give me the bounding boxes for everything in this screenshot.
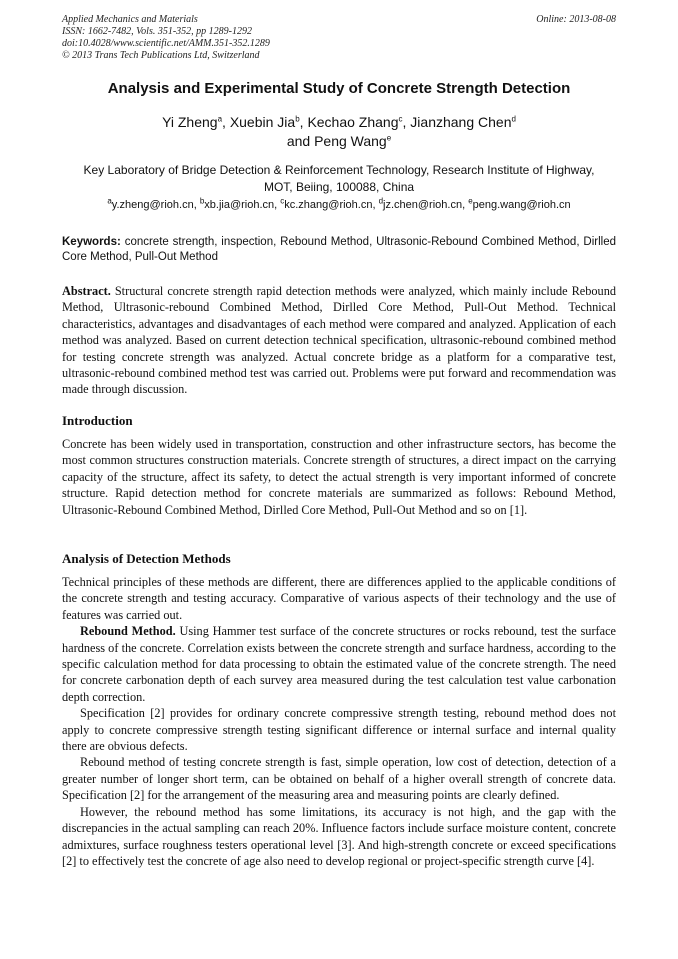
author-list: Yi Zheng$^a$, Xuebin Jia$^b$, Kechao Zhang$^c$, Jianzhang Chen$^d$ and Peng Wang$^e$ <box>162 114 516 149</box>
abstract-label: Abstract. <box>62 284 111 298</box>
email-sup: e <box>468 196 473 206</box>
email-link[interactable]: jz.chen@rioh.cn, <box>383 199 466 211</box>
author-name: Kechao Zhang <box>307 114 399 130</box>
email-sup: d <box>378 196 384 206</box>
email-sup: c <box>280 196 285 206</box>
analysis-paragraph: Rebound method of testing concrete strength is fast, simple operation, low cost of detection, detection of a greater number of longer short term, can be obtained on behalf of a higher overall strength of concrete data. Specification [2] for the arrangement of the measuring area and measuring points are clearly defined. <box>62 755 616 803</box>
email-sup: b <box>199 196 205 206</box>
email-link[interactable]: kc.zhang@rioh.cn, <box>284 199 376 211</box>
rebound-method-text: Using Hammer test surface of the concrete structures or rocks rebound, test the surface hardness of the concrete. Correlation exists between the concrete strength and surface hardness, according to the specific calculation method for data processing to obtain the estimated value of the concrete strength. The need for concrete carbonation depth of each survey area measured during the test calculation test value carbonation depth correction. <box>62 624 617 704</box>
analysis-paragraph: Technical principles of these methods are different, there are differences applied to the applicable conditions of the concrete strength and testing accuracy. Comparative of various aspects of their technology and the use of features was carried out. <box>62 575 616 622</box>
analysis-paragraph: However, the rebound method has some limitations, its accuracy is not high, and the gap with the discrepancies in the actual sampling can reach 20%. Influence factors include surface moisture content, concrete admixtures, surface roughness testers operational level [3]. And high-strength concrete or exceed specifications [2] to effectively test the concrete of age also need to develop regional or project-specific strength curve [4]. <box>62 804 616 868</box>
paper-title: Analysis and Experimental Study of Concrete Strength Detection <box>107 80 571 97</box>
author-name: Xuebin Jia <box>229 114 296 130</box>
abstract <box>62 283 616 398</box>
email-sup: a <box>107 196 112 206</box>
abstract-text: Structural concrete strength rapid detection methods were analyzed, which mainly include Rebound Method, Ultrasonic-rebound Combined Method, Dirlled Core Method, Pull-Out Method. Technical characteristics, advantages and disadvantages of each method were compared and analyzed. Application of each method was analyzed. Based on current detection technical specification, ultrasonic-rebound combined method for testing concrete strength was analyzed. Actual concrete bridge as a platform for a comparative test, ultrasonic-rebound combined method test was carried out. Problems were put forward and recommendation was made through discussion. <box>62 284 616 397</box>
keywords <box>62 235 616 265</box>
email-link[interactable]: peng.wang@rioh.cn <box>472 199 571 211</box>
author-emails <box>40 196 638 211</box>
email-link[interactable]: xb.jia@rioh.cn, <box>204 199 278 211</box>
journal-doi: doi:10.4028/www.scientific.net/AMM.351-352.1289 <box>62 38 270 49</box>
affiliation <box>60 162 618 196</box>
rebound-method-paragraph <box>62 623 616 705</box>
author-sup: c <box>398 114 403 124</box>
journal-issn: ISSN: 1662-7482, Vols. 351-352, pp 1289-1292 <box>62 26 252 37</box>
affiliation-line: MOT, Beiing, 100088, China <box>263 180 415 194</box>
author-and: and <box>286 133 311 149</box>
section-heading-analysis: Analysis of Detection Methods <box>62 551 231 566</box>
author-sup: b <box>295 114 300 124</box>
author-name: Jianzhang Chen <box>410 114 512 130</box>
keywords-text: concrete strength, inspection, Rebound Method, Ultrasonic-Rebound Combined Method, Dirlled Core Method, Pull-Out Method <box>62 236 616 263</box>
author-sup: d <box>511 114 516 124</box>
affiliation-line: Key Laboratory of Bridge Detection & Reinforcement Technology, Research Institute of Highway, <box>83 163 595 177</box>
author-sup: e <box>386 133 392 143</box>
introduction-paragraph: Concrete has been widely used in transportation, construction and other infrastructure sectors, has become the most common structures construction materials. Concrete strength of structures, a direct impact on the carrying capacity of the structure, affect its safety, to detect the actual strength is very important informed of concrete structure. Rapid detection method for concrete materials are summarized as follows: Rebound Method, Ultrasonic-Rebound Combined Method, Dirlled Core Method, Pull-Out Method and so on [1]. <box>62 437 616 517</box>
email-link[interactable]: y.zheng@rioh.cn, <box>111 199 197 211</box>
online-date: Online: 2013-08-08 <box>536 14 616 25</box>
journal-header <box>62 14 616 62</box>
analysis-paragraph: Specification [2] provides for ordinary concrete compressive strength testing, rebound method does not apply to concrete compressive strength testing significant difference or internal surface and internal quality there are obvious defects. <box>62 706 616 754</box>
journal-copyright: © 2013 Trans Tech Publications Ltd, Switzerland <box>62 50 260 61</box>
journal-name: Applied Mechanics and Materials <box>62 14 198 25</box>
author-name: Peng Wang <box>314 133 387 149</box>
section-heading-introduction: Introduction <box>62 413 133 428</box>
author-name: Yi Zheng <box>162 114 218 130</box>
rebound-method-label: Rebound Method. <box>80 624 176 639</box>
keywords-label: Keywords: <box>62 236 121 248</box>
analysis-body <box>62 574 616 869</box>
introduction-body <box>62 436 616 518</box>
author-sup: a <box>217 114 223 124</box>
